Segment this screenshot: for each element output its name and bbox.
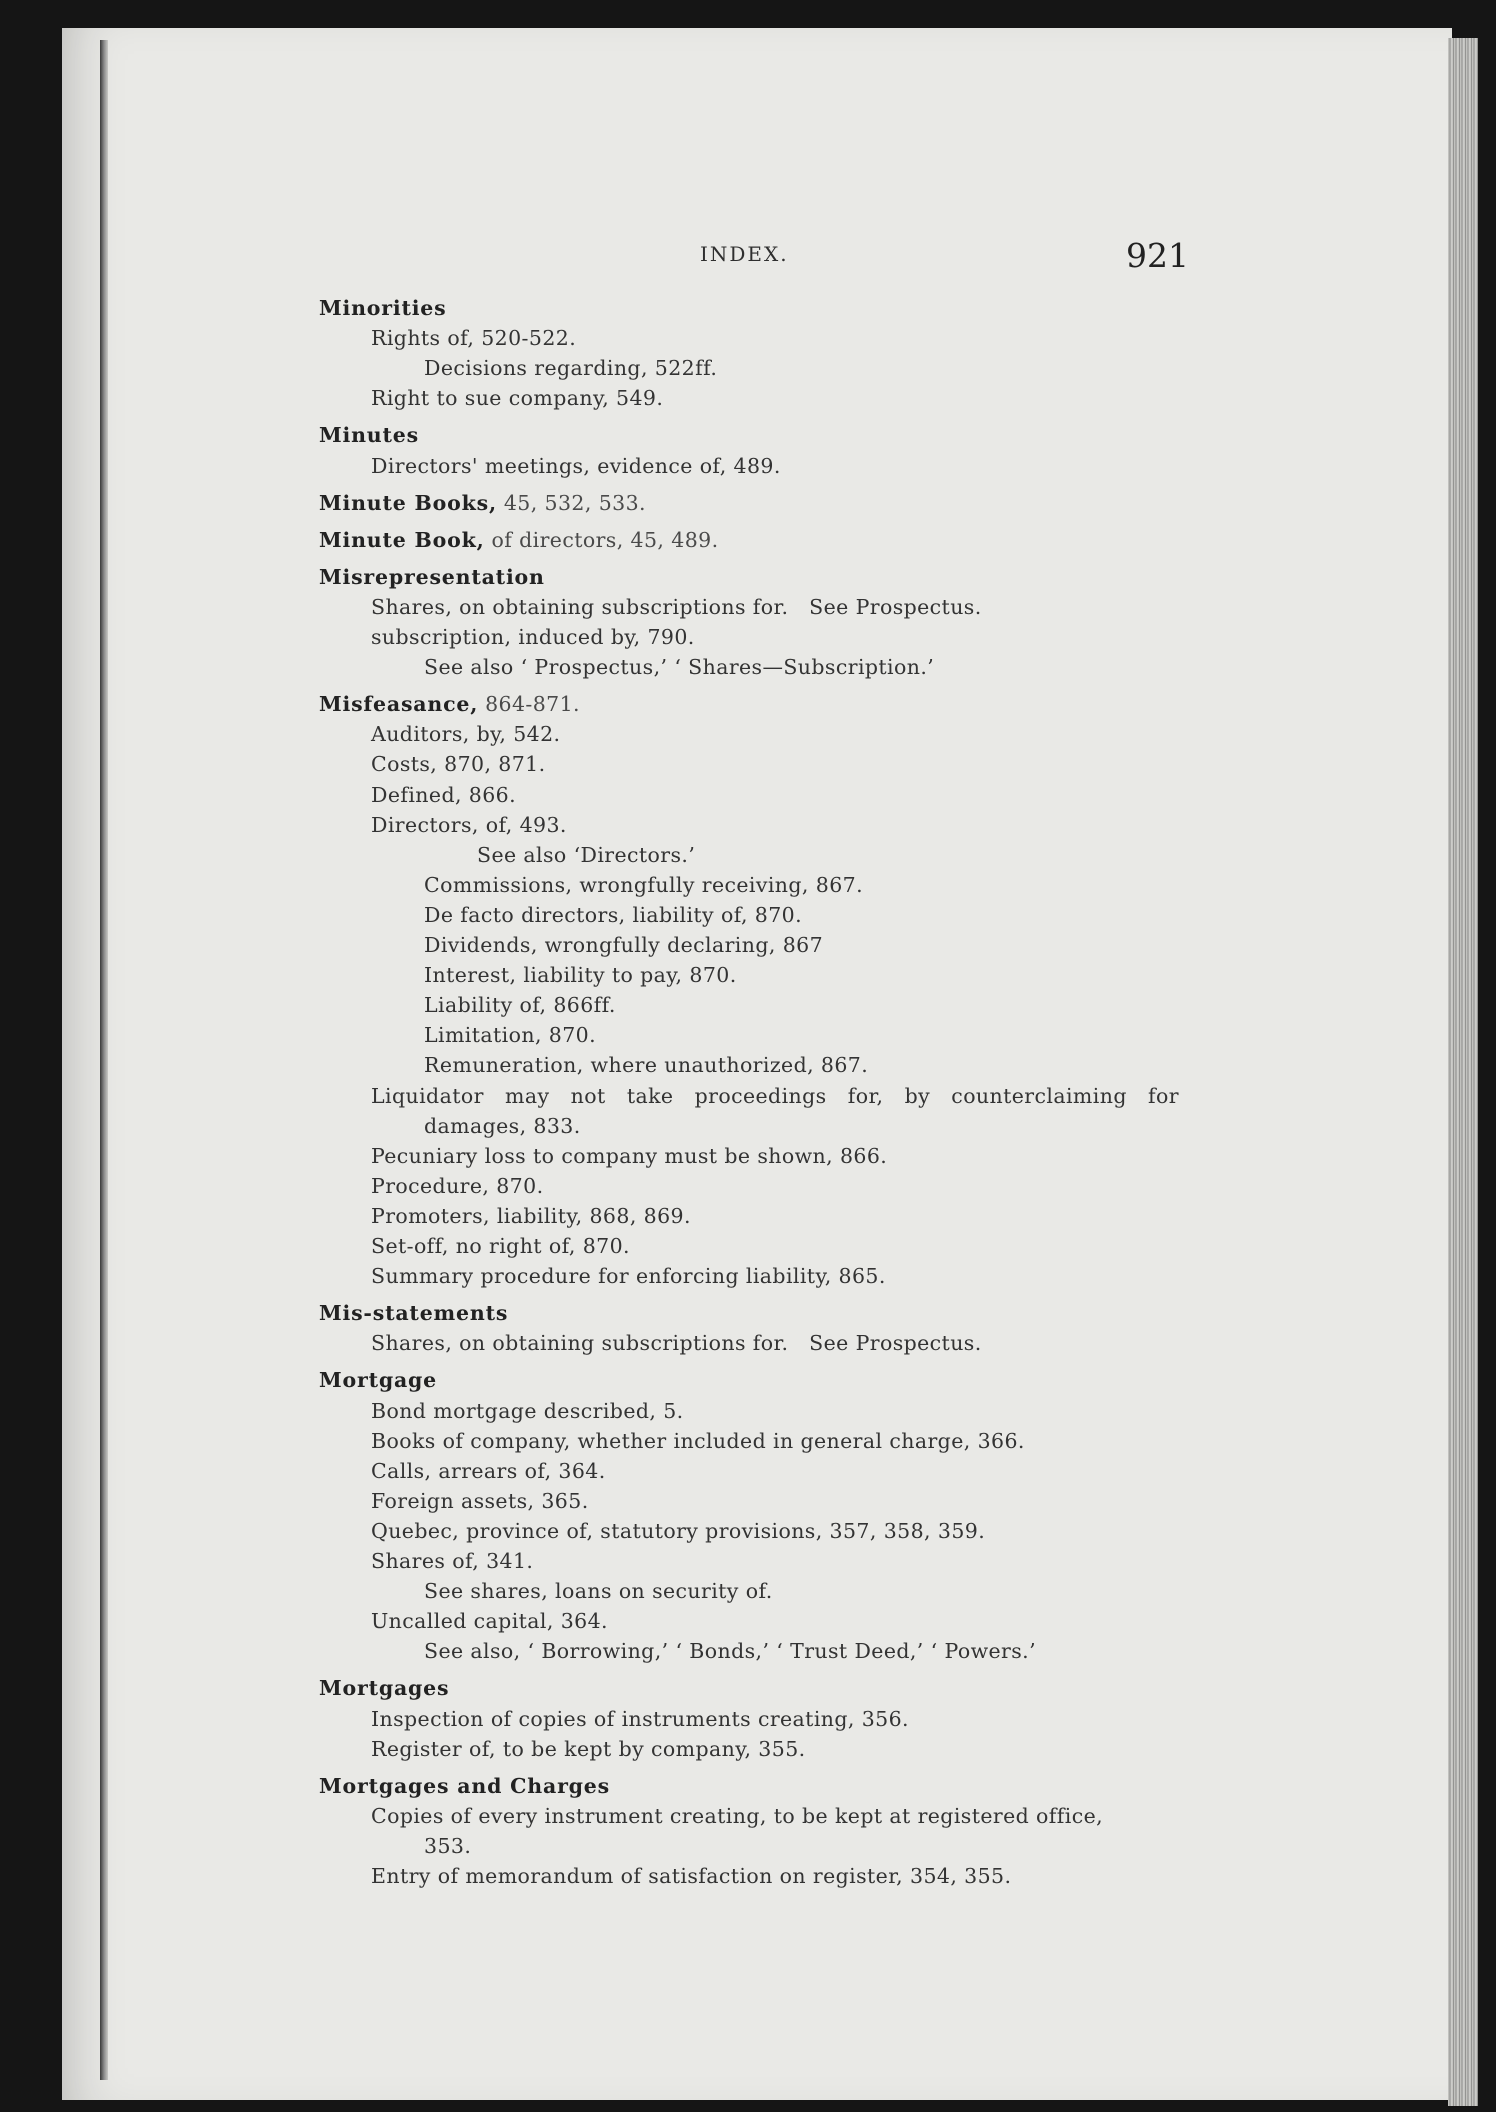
index-text: Commissions, wrongfully receiving, 867. [424,872,864,897]
index-text: of directors, 45, 489. [484,527,719,552]
index-subentry [319,655,934,679]
index-subentry [319,843,695,867]
index-heading-entry [319,565,545,589]
index-subentry [319,1459,606,1483]
index-subentry [319,903,802,927]
book-spine [100,40,108,2080]
index-text: Defined, 866. [371,782,517,807]
index-subentry [319,813,567,837]
index-heading: Misrepresentation [319,564,545,589]
index-subentry [319,993,616,1017]
index-text: 353. [424,1833,472,1858]
index-subentry [319,356,717,380]
index-text: Costs, 870, 871. [371,752,546,777]
index-subentry [319,933,823,957]
index-text: Uncalled capital, 364. [371,1609,608,1634]
index-subentry [319,1264,886,1288]
index-heading-entry [319,1368,437,1392]
index-text: Auditors, by, 542. [371,722,561,747]
index-text: Directors' meetings, evidence of, 489. [371,453,781,478]
index-text: Rights of, 520-522. [371,326,577,351]
index-text: Inspection of copies of instruments creating, 356. [371,1706,909,1731]
index-subentry [319,873,863,897]
index-subentry [319,1084,1179,1108]
index-text: Limitation, 870. [424,1023,597,1048]
index-subentry [319,386,663,410]
index-heading-entry [319,528,719,552]
index-heading: Mortgages and Charges [319,1773,610,1798]
page-number: 921 [1126,236,1189,275]
index-subentry [319,326,576,350]
index-text: Directors, of, 493. [371,812,567,837]
index-subentry [319,595,982,619]
index-text: 864-871. [478,692,580,717]
index-text: Liability of, 866ff. [424,993,616,1018]
index-text: See also ‘Directors.’ [477,842,696,867]
index-subentry [319,454,781,478]
index-text: See also, ‘ Borrowing,’ ‘ Bonds,’ ‘ Trust Deed,’ ‘ Powers.’ [424,1639,1037,1664]
index-heading: Minute Books, [319,490,497,515]
index-subentry [319,1331,982,1355]
index-subentry [319,1174,543,1198]
index-text: Summary procedure for enforcing liability, 865. [371,1264,886,1289]
index-subentry [319,1023,596,1047]
index-text: 45, 532, 533. [496,490,646,515]
index-subentry [319,1519,985,1543]
index-text: See also ‘ Prospectus,’ ‘ Shares—Subscription.’ [424,655,935,680]
index-text: Dividends, wrongfully declaring, 867 [424,933,824,957]
index-subentry [319,625,695,649]
index-text: subscription, induced by, 790. [371,625,695,649]
index-text: Right to sue company, 549. [371,386,664,411]
index-subentry [319,1234,630,1258]
index-text: Pecuniary loss to company must be shown, 866. [371,1143,888,1168]
index-text: Quebec, province of, statutory provisions, 357, 358, 359. [371,1518,986,1543]
index-subentry [319,1204,691,1228]
index-heading-entry [319,296,447,320]
index-text: Promoters, liability, 868, 869. [371,1203,691,1228]
index-heading-entry [319,1676,449,1700]
index-text: Register of, to be kept by company, 355. [371,1736,806,1761]
index-text: Remuneration, where unauthorized, 867. [424,1053,869,1078]
index-text: Interest, liability to pay, 870. [424,963,737,988]
index-text: See shares, loans on security of. [424,1579,773,1604]
index-subentry [319,1804,1103,1828]
index-heading: Mis-statements [319,1301,509,1326]
index-subentry [319,1549,533,1573]
index-text: Shares, on obtaining subscriptions for. See Prospectus. [371,594,982,619]
index-subentry [319,963,737,987]
index-subentry [319,1707,909,1731]
index-text: Foreign assets, 365. [371,1488,589,1513]
index-text: Copies of every instrument creating, to be kept at registered office, [371,1803,1104,1828]
running-head: INDEX. [700,242,789,266]
index-heading: Minorities [319,296,447,320]
index-heading-entry [319,1301,508,1325]
index-text: Books of company, whether included in general charge, 366. [371,1428,1025,1453]
index-subentry [319,1399,684,1423]
index-subentry [319,1737,806,1761]
index-subentry [319,1489,589,1513]
index-heading: Minutes [319,423,419,448]
index-subentry [319,1579,773,1603]
index-subentry [319,1144,887,1168]
index-text: Bond mortgage described, 5. [371,1398,684,1423]
page-edges [1448,38,1478,2106]
index-subentry [319,722,560,746]
index-heading: Mortgage [319,1368,438,1393]
index-text: Liquidator may not take proceedings for, by counterclaiming for [371,1083,1179,1108]
index-heading: Misfeasance, [319,692,479,717]
index-text: Shares, on obtaining subscriptions for. See Prospectus. [371,1331,982,1356]
index-text: Set-off, no right of, 870. [371,1234,630,1258]
index-text: Decisions regarding, 522ff. [424,356,718,381]
index-text: Calls, arrears of, 364. [371,1458,606,1483]
index-text: Entry of memorandum of satisfaction on register, 354, 355. [371,1864,1012,1888]
index-subentry [319,1429,1025,1453]
index-heading-entry [319,1774,610,1798]
index-heading-entry [319,491,646,515]
index-heading-entry [319,692,580,716]
index-subentry [319,1114,581,1138]
index-subentry [319,1834,471,1858]
index-subentry [319,783,516,807]
index-text: damages, 833. [424,1113,581,1138]
index-text: Procedure, 870. [371,1173,544,1198]
index-text: Shares of, 341. [371,1549,534,1573]
index-subentry [319,1639,1036,1663]
index-subentry [319,752,546,776]
index-subentry [319,1864,1011,1888]
index-text: De facto directors, liability of, 870. [424,902,803,927]
index-heading-entry [319,423,419,447]
index-heading: Minute Book, [319,527,485,552]
index-subentry [319,1609,608,1633]
index-subentry [319,1053,868,1077]
index-heading: Mortgages [319,1676,450,1701]
